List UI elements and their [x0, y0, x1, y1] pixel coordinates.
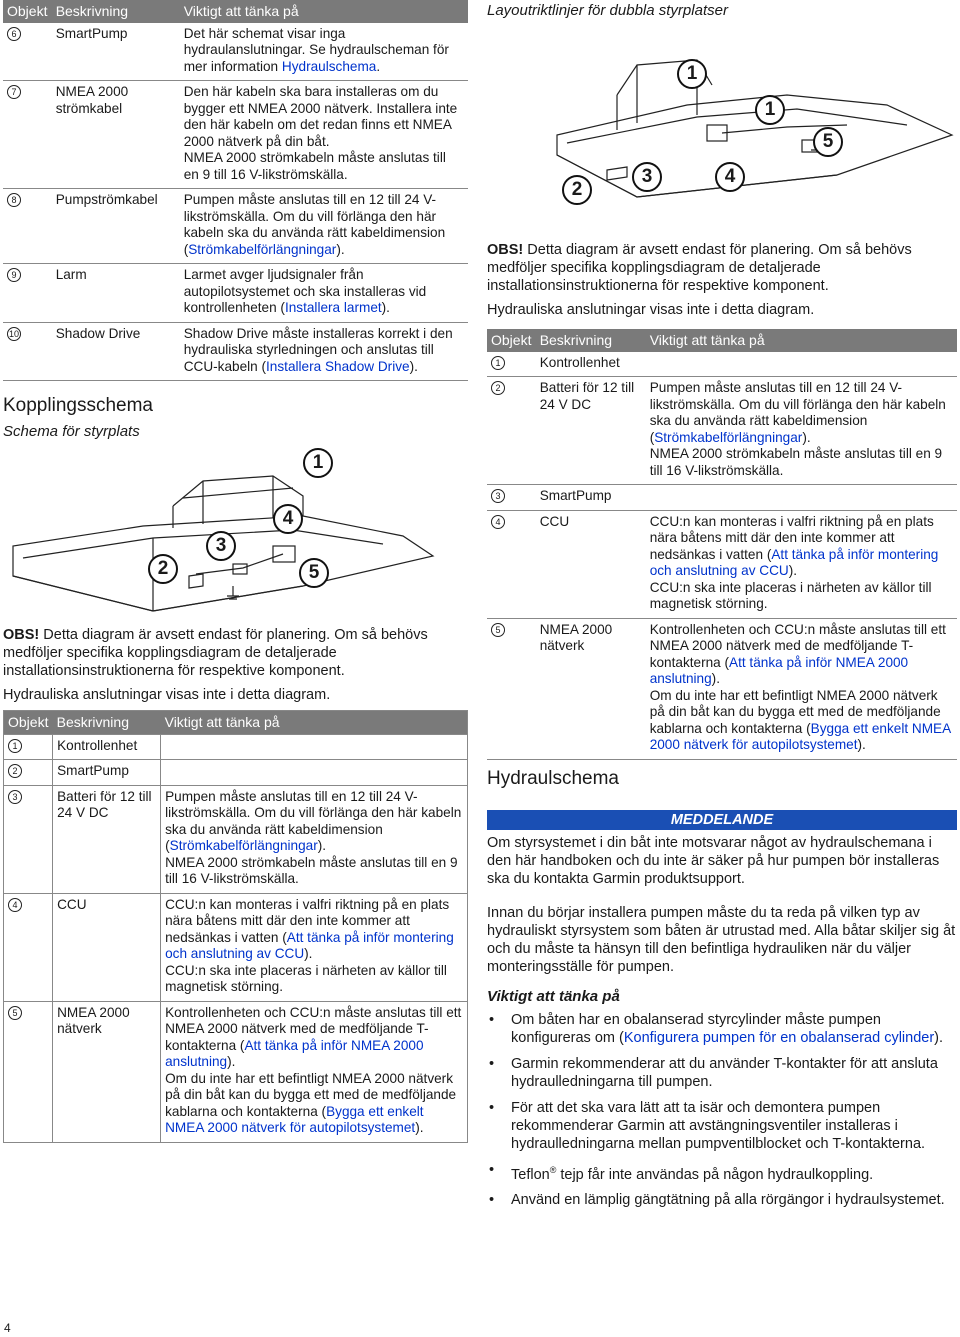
item-number: 8 — [7, 193, 21, 207]
link-stromkabel[interactable]: Strömkabelförlängningar — [169, 838, 318, 853]
item-number: 4 — [491, 515, 505, 529]
col-header-viktigt: Viktigt att tänka på — [180, 0, 468, 23]
item-number: 4 — [8, 898, 22, 912]
col-header-beskrivning: Beskrivning — [536, 329, 646, 352]
dual-helm-table — [487, 329, 957, 760]
list-item: • Garmin rekommenderar att du använder T-kontakter för att ansluta hydraulledningarna till pumpen. — [487, 1055, 957, 1091]
col-header-beskrivning: Beskrivning — [52, 0, 180, 23]
table-row — [3, 189, 468, 264]
callout-3: 3 — [632, 162, 662, 192]
item-description: CCU — [536, 510, 646, 618]
table-row — [3, 81, 468, 189]
notice-box — [487, 810, 957, 888]
section-title-dual-helm: Layoutriktlinjer för dubbla styrplatser — [487, 2, 728, 19]
item-description: Shadow Drive — [52, 322, 180, 381]
callout-5: 5 — [299, 558, 329, 588]
callout-4: 4 — [715, 162, 745, 192]
col-header-viktigt: Viktigt att tänka på — [161, 711, 468, 735]
item-description: Kontrollenhet — [53, 734, 161, 760]
consider-list — [487, 1011, 957, 1210]
item-number: 5 — [491, 623, 505, 637]
item-description: Larm — [52, 264, 180, 323]
hydraulic-note: Hydrauliska anslutningar visas inte i detta diagram. — [487, 302, 815, 318]
callout-4: 4 — [273, 504, 303, 534]
item-number: 2 — [491, 381, 505, 395]
item-number: 1 — [491, 356, 505, 370]
table-row — [487, 510, 957, 618]
callout-1: 1 — [303, 448, 333, 478]
item-note — [161, 734, 468, 760]
callout-2: 2 — [148, 554, 178, 584]
link-obalanserad-cylinder[interactable]: Konfigurera pumpen för en obalanserad cylinder — [623, 1029, 935, 1046]
item-note — [646, 485, 957, 511]
link-shadow-drive[interactable]: Installera Shadow Drive — [266, 358, 410, 374]
item-number: 6 — [7, 27, 21, 41]
item-note: Shadow Drive måste installeras korrekt i den hydrauliska styrledningen och anslutas till CCU-kabeln (Installera Shadow Drive). — [180, 322, 468, 381]
item-number: 2 — [8, 764, 22, 778]
item-number: 3 — [491, 489, 505, 503]
table-row — [3, 264, 468, 323]
item-note: Det här schemat visar inga hydraulanslutningar. Se hydraulscheman för mer information Hydraulschema. — [180, 23, 468, 81]
item-note: Den här kabeln ska bara installeras om du bygger ett NMEA 2000 nätverk. Installera inte den här kabeln om det redan finns ett NMEA 2000 nätverk på din båt. NMEA 2000 strömkabeln måste anslutas till en 9 till 16 V-likströmskälla. — [180, 81, 468, 189]
table-row — [4, 734, 468, 760]
item-description: SmartPump — [536, 485, 646, 511]
top-table — [3, 0, 468, 381]
item-note: CCU:n kan monteras i valfri riktning på en plats nära båtens mitt där den inte kommer att nedsänkas i vatten (Att tänka på inför montering och anslutning av CCU). CCU:n ska inte placeras i närheten av källor till magnetisk störning. — [161, 893, 468, 1001]
item-description: NMEA 2000 nätverk — [536, 618, 646, 759]
item-note: CCU:n kan monteras i valfri riktning på en plats nära båtens mitt där den inte kommer att nedsänkas i vatten (Att tänka på inför montering och anslutning av CCU). CCU:n ska inte placeras i närheten av källor till magnetisk störning. — [646, 510, 957, 618]
right-column — [487, 0, 957, 1217]
page-number: 4 — [4, 1321, 11, 1335]
item-number: 5 — [8, 1006, 22, 1020]
table-row — [487, 618, 957, 759]
item-note: Kontrollenheten och CCU:n måste anslutas till ett NMEA 2000 nätverk med de medföljande T-kontakterna (Att tänka på inför NMEA 2000 anslutning). Om du inte har ett befintligt NMEA 2000 nätverk på din båt kan du bygga ett med de medföljande kablarna och kontakterna (Bygga ett enkelt NMEA 2000 nätverk för autopilotsystemet). — [646, 618, 957, 759]
item-description: NMEA 2000 strömkabel — [52, 81, 180, 189]
link-stromkabel[interactable]: Strömkabelförlängningar — [188, 241, 337, 257]
link-bygga-nmea[interactable]: Bygga ett enkelt NMEA 2000 nätverk för autopilotsystemet — [649, 720, 951, 752]
table-row — [487, 485, 957, 511]
callout-1: 1 — [677, 59, 707, 89]
item-number: 10 — [8, 328, 19, 339]
callout-1b: 1 — [755, 95, 785, 125]
table-row — [487, 352, 957, 377]
subtitle-styrplats: Schema för styrplats — [3, 423, 140, 440]
boat-diagram-dual — [487, 25, 957, 223]
boat-diagram-single — [3, 446, 468, 624]
item-note: Larmet avger ljudsignaler från autopilotsystemet och ska installeras vid kontrollenheten (Installera larmet). — [180, 264, 468, 323]
obs-note: OBS! Detta diagram är avsett endast för planering. Om så behövs medföljer specifika kopplingsdiagram de detaljerade installationsinstruktionerna för respektive komponent. — [3, 627, 428, 679]
link-bygga-nmea[interactable]: Bygga ett enkelt NMEA 2000 nätverk för autopilotsystemet — [165, 1103, 424, 1135]
consider-title: Viktigt att tänka på — [487, 987, 620, 1005]
boat-illustration — [3, 446, 468, 624]
col-header-objekt: Objekt — [487, 329, 536, 352]
list-item: • Teflon® tejp får inte användas på någon hydraulkoppling. — [487, 1161, 957, 1184]
obs-note: OBS! Detta diagram är avsett endast för planering. Om så behövs medföljer specifika kopplingsdiagram de detaljerade installationsinstruktionerna för respektive komponent. — [487, 242, 912, 294]
item-description: Kontrollenhet — [536, 352, 646, 377]
link-stromkabel[interactable]: Strömkabelförlängningar — [654, 429, 803, 445]
table-row — [4, 1001, 468, 1142]
col-header-beskrivning: Beskrivning — [53, 711, 161, 735]
item-note: Pumpen måste anslutas till en 12 till 24 V-likströmskälla. Om du vill förlänga den här kabeln ska du använda rätt kabeldimension (Strömkabelförlängningar). — [180, 189, 468, 264]
item-number: 9 — [7, 268, 21, 282]
item-description: Batteri för 12 till 24 V DC — [536, 377, 646, 485]
link-hydraulschema[interactable]: Hydraulschema — [281, 58, 377, 74]
boat-illustration — [487, 25, 957, 223]
item-description: CCU — [53, 893, 161, 1001]
table-row — [4, 760, 468, 786]
col-header-objekt: Objekt — [3, 0, 52, 23]
list-item: • För att det ska vara lätt att ta isär och demontera pumpen rekommenderar Garmin att avstängningsventiler installeras i hydraulledningarna mellan pumpventilblocket och T-kontakterna. — [487, 1099, 957, 1153]
item-description: Batteri för 12 till 24 V DC — [53, 785, 161, 893]
link-nmea-anslutning[interactable]: Att tänka på inför NMEA 2000 anslutning — [649, 654, 909, 686]
notice-text: Om styrsystemet i din båt inte motsvarar något av hydraulschemana i den här handboken och du inte är säker på hur pumpen bör installeras ska du kontakta Garmin produktsupport. — [487, 834, 940, 887]
table-row — [4, 785, 468, 893]
left-column — [3, 0, 468, 1143]
item-description: NMEA 2000 nätverk — [53, 1001, 161, 1142]
item-note: Pumpen måste anslutas till en 12 till 24 V-likströmskälla. Om du vill förlänga den här kabeln ska du använda rätt kabeldimension (Strömkabelförlängningar). NMEA 2000 strömkabeln måste anslutas till en 9 till 16 V-likströmskälla. — [646, 377, 957, 485]
list-item: • Om båten har en obalanserad styrcylinder måste pumpen konfigureras om (Konfigurera pumpen för en obalanserad cylinder). — [487, 1011, 957, 1047]
item-number: 3 — [8, 790, 22, 804]
link-ccu-montering[interactable]: Att tänka på inför montering och anslutning av CCU — [649, 546, 939, 578]
section-title-hydraulschema: Hydraulschema — [487, 767, 619, 789]
item-description: Pumpströmkabel — [52, 189, 180, 264]
item-note — [646, 352, 957, 377]
link-ccu-montering[interactable]: Att tänka på inför montering och anslutning av CCU — [165, 929, 454, 961]
callout-2: 2 — [562, 175, 592, 205]
intro-paragraph: Innan du börjar installera pumpen måste du ta reda på vilken typ av hydrauliskt styrsystem som båten är utrustad med. Alla båtar skiljer sig åt och du måste ta hänsyn till den befintliga hydrauliken när du väljer monteringsställe för pumpen. — [487, 904, 956, 975]
item-note — [161, 760, 468, 786]
list-item: • Använd en lämplig gängtätning på alla rörgängor i hydraulsystemet. — [487, 1191, 957, 1209]
link-larm[interactable]: Installera larmet — [284, 300, 382, 315]
callout-5: 5 — [813, 127, 843, 157]
table-row — [4, 893, 468, 1001]
item-note: Kontrollenheten och CCU:n måste anslutas till ett NMEA 2000 nätverk med de medföljande T-kontakterna (Att tänka på inför NMEA 2000 anslutning). Om du inte har ett befintligt NMEA 2000 nätverk på din båt kan du bygga ett med de medföljande kablarna och kontakterna (Bygga ett enkelt NMEA 2000 nätverk för autopilotsystemet). — [161, 1001, 468, 1142]
callout-3: 3 — [206, 531, 236, 561]
link-nmea-anslutning[interactable]: Att tänka på inför NMEA 2000 anslutning — [165, 1037, 424, 1069]
col-header-objekt: Objekt — [4, 711, 53, 735]
table-row — [3, 23, 468, 81]
table-row — [487, 377, 957, 485]
item-note: Pumpen måste anslutas till en 12 till 24 V-likströmskälla. Om du vill förlänga den här kabeln ska du använda rätt kabeldimension (Strömkabelförlängningar). NMEA 2000 strömkabeln måste anslutas till en 9 till 16 V-likströmskälla. — [161, 785, 468, 893]
item-number: 1 — [8, 739, 22, 753]
section-title-kopplingsschema: Kopplingsschema — [3, 395, 153, 416]
single-helm-table — [3, 710, 468, 1143]
col-header-viktigt: Viktigt att tänka på — [646, 329, 957, 352]
hydraulic-note: Hydrauliska anslutningar visas inte i detta diagram. — [3, 687, 331, 703]
notice-title: MEDDELANDE — [487, 810, 957, 830]
table-row — [3, 322, 468, 381]
item-description: SmartPump — [53, 760, 161, 786]
item-description: SmartPump — [52, 23, 180, 81]
item-number: 7 — [7, 85, 21, 99]
